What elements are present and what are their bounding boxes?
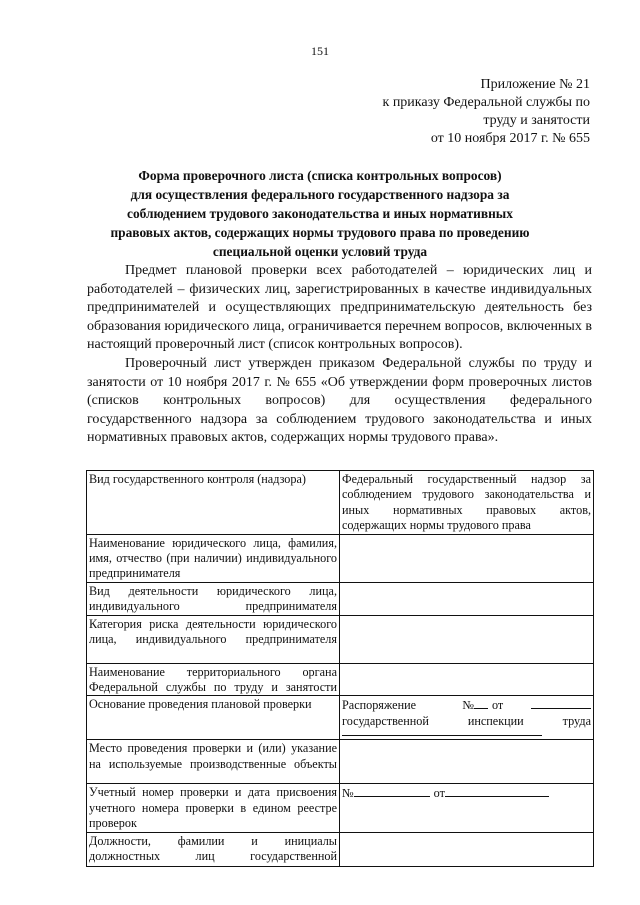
appendix-line: Приложение № 21 <box>480 77 590 92</box>
from-label: от <box>491 698 504 713</box>
inspection-name-blank[interactable] <box>342 729 542 736</box>
row-label: Основание проведения плановой проверки <box>87 696 340 740</box>
row-label: Вид государственного контроля (надзора) <box>87 471 340 535</box>
row-label: Место проведения проверки и (или) указание на используемые производственные объекты <box>87 740 340 784</box>
state-inspection-text: государственной инспекции труда <box>342 713 591 728</box>
table-row <box>87 740 594 784</box>
document-title <box>70 166 570 261</box>
row-value: Федеральный государственный надзор за соблюдением трудового законодательства и иных нормативных правовых актов, содержащих нормы трудового права <box>340 471 594 535</box>
table-row <box>87 784 594 832</box>
intro-paragraph: Предмет плановой проверки всех работодателей – юридических лиц и работодателей – физических лиц, зарегистрированных в качестве индивидуальных предпринимателей и осуществляющих предпринимательскую деятельность без образования юридического лица, ограничивается перечнем вопросов, включенных в настоящий проверочный лист (список контрольных вопросов). <box>87 263 592 353</box>
title-line: для осуществления федерального государственного надзора за <box>130 187 510 202</box>
record-date-blank[interactable] <box>445 785 549 797</box>
from-label: от <box>433 786 445 801</box>
intro-paragraph: Проверочный лист утвержден приказом Федеральной службы по труду и занятости от 10 ноября 2017 г. № 655 «Об утверждении форм проверочных листов (списков контрольных вопросов) для осуществления федерального государственного надзора за соблюдением трудового законодательства и иных нормативных правовых актов, содержащих нормы трудового права». <box>87 355 592 446</box>
appendix-line: труду и занятости <box>483 113 590 128</box>
title-line: соблюдением трудового законодательства и иных нормативных <box>127 206 513 221</box>
title-line: Форма проверочного листа (списка контрольных вопросов) <box>138 168 502 183</box>
row-label: Учетный номер проверки и дата присвоения учетного номера проверки в едином реестре проверок <box>87 784 340 832</box>
table-row <box>87 696 594 740</box>
title-line: правовых актов, содержащих нормы трудового права по проведению <box>110 225 530 240</box>
appendix-line: от 10 ноября 2017 г. № 655 <box>430 131 590 146</box>
inspection-info-table <box>86 470 594 867</box>
row-label: Вид деятельности юридического лица, индивидуального предпринимателя <box>87 582 340 615</box>
intro-text <box>87 262 592 448</box>
row-value-field[interactable] <box>340 582 594 615</box>
row-value-field[interactable] <box>340 832 594 866</box>
table-row <box>87 663 594 696</box>
record-number-blank[interactable] <box>354 785 430 797</box>
table-row <box>87 582 594 615</box>
row-label: Наименование территориального органа Федеральной службы по труду и занятости <box>87 663 340 696</box>
row-value-field[interactable] <box>340 740 594 784</box>
row-label: Наименование юридического лица, фамилия, имя, отчество (при наличии) индивидуального предпринимателя <box>87 534 340 582</box>
number-sign: № <box>342 786 354 801</box>
order-number-blank[interactable] <box>474 697 488 709</box>
appendix-line: к приказу Федеральной службы по <box>382 95 590 110</box>
row-value-field[interactable] <box>340 615 594 663</box>
number-sign: № <box>462 698 474 713</box>
row-label: Должности, фамилии и инициалы должностных лиц государственной <box>87 832 340 866</box>
row-label: Категория риска деятельности юридического лица, индивидуального предпринимателя <box>87 615 340 663</box>
appendix-header <box>350 76 590 148</box>
order-date-blank[interactable] <box>531 697 591 709</box>
table-row <box>87 615 594 663</box>
title-line: специальной оценки условий труда <box>212 244 428 259</box>
table-row <box>87 832 594 866</box>
row-value <box>340 784 594 832</box>
page-number: 151 <box>311 44 329 58</box>
table-row <box>87 471 594 535</box>
row-value-field[interactable] <box>340 663 594 696</box>
order-label: Распоряжение <box>342 698 417 713</box>
table-row <box>87 534 594 582</box>
row-value-field[interactable] <box>340 534 594 582</box>
row-value <box>340 696 594 740</box>
